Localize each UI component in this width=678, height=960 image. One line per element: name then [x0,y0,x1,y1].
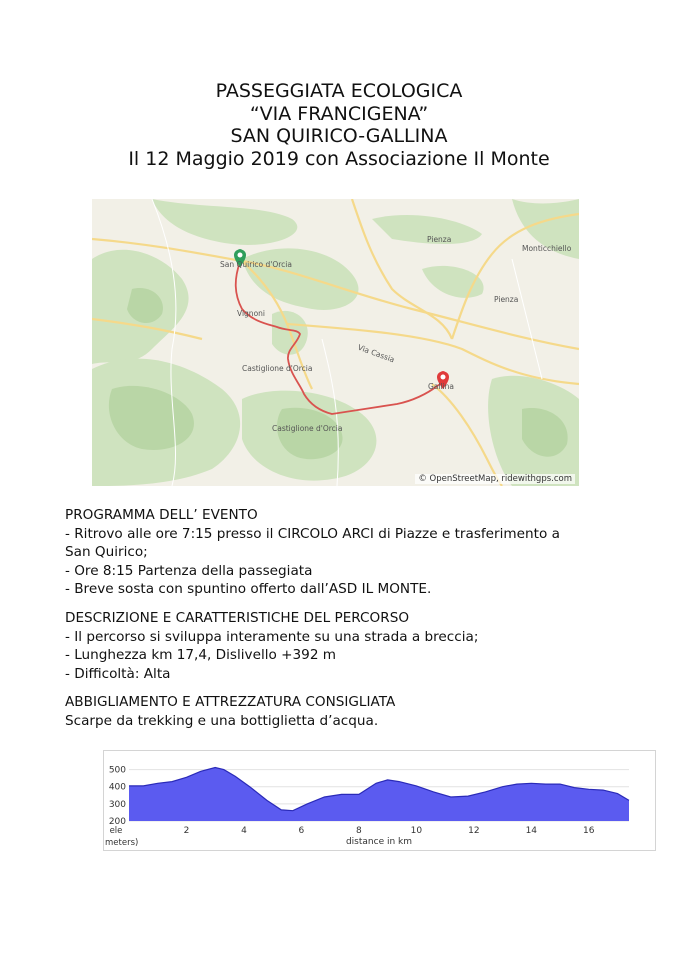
descrizione-heading: DESCRIZIONE E CARATTERISTICHE DEL PERCORSO [65,610,410,626]
programma-line: - Ritrovo alle ore 7:15 presso il CIRCOLO ARCI di Piazze e trasferimento a [65,525,560,542]
title-line-1: PASSEGGIATA ECOLOGICA [215,80,463,102]
y-tick-label: 500 [108,765,126,776]
map-label-castiglione-2: Castiglione d'Orcia [272,424,343,433]
x-tick-label: 8 [356,826,362,836]
descrizione-line: - Il percorso si sviluppa interamente su una strada a breccia; [65,628,479,645]
x-tick-label: 10 [410,826,423,836]
descrizione-section [65,609,478,683]
title-line-3: SAN QUIRICO-GALLINA [230,125,448,147]
map-label-san-quirico: San Quirico d'Orcia [220,260,292,269]
abbigliamento-text: Scarpe da trekking e una bottiglietta d’acqua. [65,712,379,729]
route-map [92,199,579,486]
map-label-castiglione: Castiglione d'Orcia [242,364,313,373]
map-label-monticchiello: Monticchiello [522,244,572,253]
elevation-chart-svg [104,751,655,850]
abbigliamento-heading: ABBIGLIAMENTO E ATTREZZATURA CONSIGLIATA [65,694,396,710]
descrizione-line: - Lunghezza km 17,4, Dislivello +392 m [65,647,337,663]
x-axis-label: distance in km [345,837,413,847]
x-tick-label: 14 [525,826,538,836]
map-label-pienza: Pienza [427,235,452,244]
programma-line: - Ore 8:15 Partenza della passegiata [65,562,313,579]
programma-section [65,506,560,599]
title-line-2: “VIA FRANCIGENA” [249,102,429,125]
x-tick-label: 6 [298,826,305,836]
map-label-vignoni: Vignoni [237,309,265,318]
descrizione-line: - Difficoltà: Alta [65,665,171,682]
programma-line: San Quirico; [65,544,148,560]
map-label-gallina: Gallina [428,382,455,391]
x-tick-label: 12 [468,826,480,836]
programma-line: - Breve sosta con spuntino offerto dall’ASD IL MONTE. [65,581,432,597]
abbigliamento-section [65,693,395,730]
x-tick-label: 4 [241,826,247,836]
y-tick-label: 200 [108,817,126,827]
programma-heading: PROGRAMMA DELL’ EVENTO [65,507,258,523]
map-attribution: © OpenStreetMap, ridewithgps.com [415,474,575,484]
map-label-pienza-2: Pienza [494,295,519,304]
map-label-via-cassia: Via Cassia [356,342,396,365]
flyer-title [0,80,678,170]
elevation-profile-chart [103,750,656,851]
y-axis-label-unit: meters) [105,838,139,848]
y-tick-label: 300 [108,799,126,810]
elevation-area [129,768,629,822]
title-line-4: Il 12 Maggio 2019 con Associazione Il Monte [128,147,550,170]
x-tick-label: 2 [183,826,190,836]
map-canvas [92,199,579,486]
y-tick-label: 400 [108,782,126,793]
y-axis-label: ele [109,826,123,836]
x-tick-label: 16 [583,826,595,836]
